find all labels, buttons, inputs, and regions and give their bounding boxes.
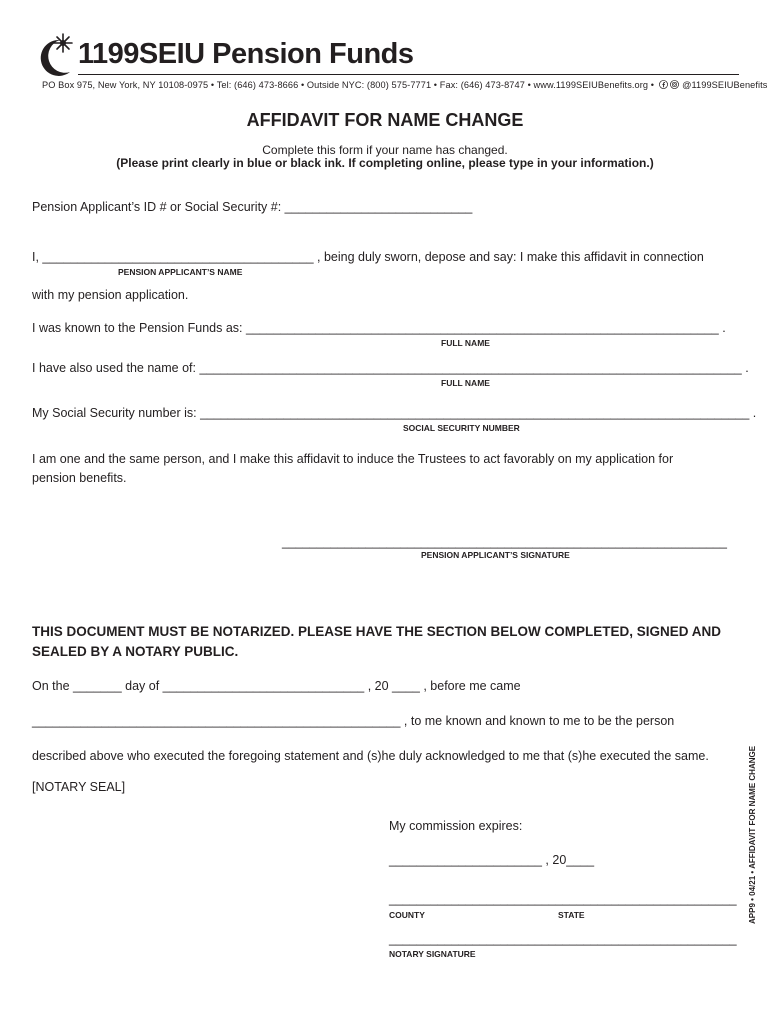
applicant-signature-caption: PENSION APPLICANT’S SIGNATURE [421,550,570,560]
ssn-caption: SOCIAL SECURITY NUMBER [403,423,520,433]
notary-statement: described above who executed the foregoing statement and (s)he duly acknowledged to me that (s)he executed the same. [32,749,709,763]
applicant-name-field[interactable]: I, _______________________________________ , being duly sworn, depose and say: I make this affidavit in connection [32,250,704,264]
instagram-icon [670,80,679,89]
notary-person-field[interactable]: _____________________________________________________ , to me known and known to me to be the person [32,714,675,728]
facebook-icon [659,80,668,89]
ssn-field[interactable]: My Social Security number is: _______________________________________________________________________________ . [32,406,757,420]
applicant-name-caption: PENSION APPLICANT’S NAME [118,267,243,277]
form-title: AFFIDAVIT FOR NAME CHANGE [246,110,524,130]
also-used-name-field[interactable]: I have also used the name of: ______________________________________________________________________________ . [32,361,749,375]
county-state-field[interactable]: __________________________________________________ [389,892,737,906]
notary-heading: THIS DOCUMENT MUST BE NOTARIZED. PLEASE HAVE THE SECTION BELOW COMPLETED, SIGNED AND SEALED BY A NOTARY PUBLIC. [32,624,722,659]
same-person-statement: I am one and the same person, and I make this affidavit to induce the Trustees to act favorably on my application for pension benefits. [32,452,674,485]
social-handle: @1199SEIUBenefits [682,80,768,90]
full-name-caption: FULL NAME [441,338,490,348]
known-as-field[interactable]: I was known to the Pension Funds as: ____________________________________________________________________ . [32,321,726,335]
with-application-text: with my pension application. [32,288,189,302]
form-subtitle: Complete this form if your name has changed. [262,143,508,157]
form-instructions: (Please print clearly in blue or black ink. If completing online, please type in your information.) [116,156,654,170]
applicant-signature-field[interactable]: ________________________________________________________________ [282,535,727,549]
seiu-logo-icon [30,32,76,78]
notary-date-field[interactable]: On the _______ day of _____________________________ , 20 ____ , before me came [32,679,521,693]
commission-expiry-field[interactable]: ______________________ , 20____ [389,853,595,867]
full-name-caption: FULL NAME [441,378,490,388]
header-divider [78,74,739,75]
form-code: APP9 • 04/21 • AFFIDAVIT FOR NAME CHANGE [748,745,757,924]
brand-name: 1199SEIU Pension Funds [78,38,414,70]
applicant-id-field[interactable]: Pension Applicant’s ID # or Social Security #: ___________________________ [32,200,473,214]
county-caption: COUNTY [389,910,425,920]
address-text: PO Box 975, New York, NY 10108-0975 • Tel: (646) 473-8666 • Outside NYC: (800) 575-7771 • Fax: (646) 473-8747 • www.1199SEIUBenefits.org • [42,80,655,90]
notary-signature-field[interactable]: __________________________________________________ [389,932,737,946]
state-caption: STATE [558,910,585,920]
notary-seal-label: [NOTARY SEAL] [32,780,126,794]
notary-signature-caption: NOTARY SIGNATURE [389,949,476,959]
contact-line [42,80,768,90]
commission-label: My commission expires: [389,819,523,833]
